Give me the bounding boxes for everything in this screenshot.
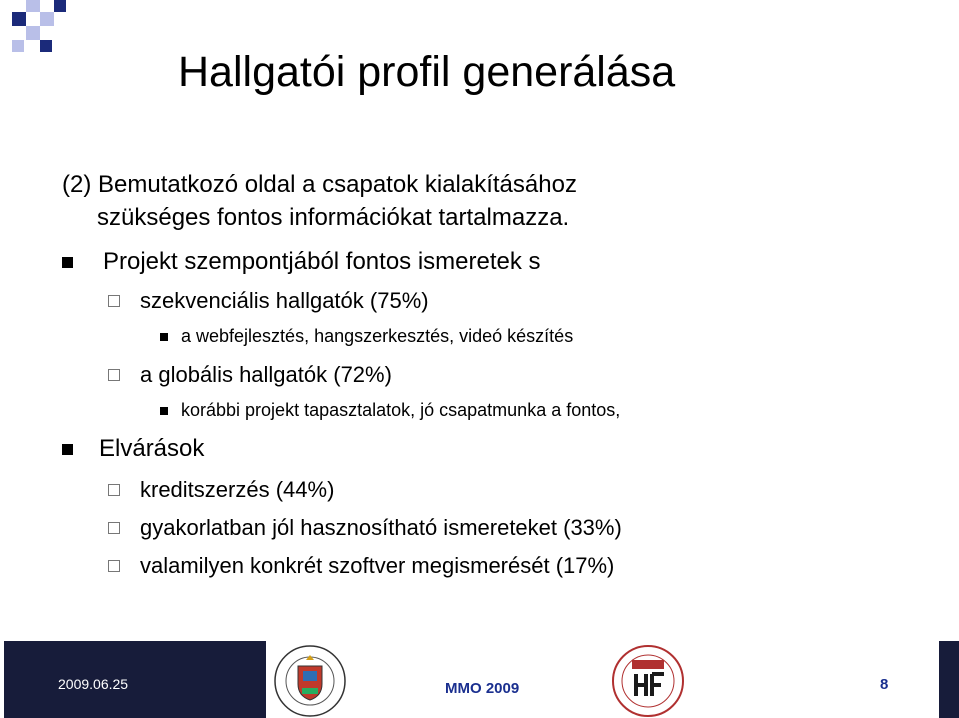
corner-square-decoration <box>40 40 52 52</box>
corner-square-decoration <box>54 0 66 12</box>
heller-farkas-seal-icon <box>610 644 686 718</box>
bullet-text: a webfejlesztés, hangszerkesztés, videó készítés <box>181 326 574 346</box>
bullet-text: szekvenciális hallgatók (75%) <box>140 288 429 313</box>
corner-square-decoration <box>12 12 26 26</box>
square-bullet-icon <box>160 333 168 341</box>
intro-line-1: (2) Bemutatkozó oldal a csapatok kialakításához <box>62 171 577 198</box>
intro-paragraph <box>62 168 577 234</box>
bullet-item <box>108 477 334 503</box>
corner-square-decoration <box>12 40 24 52</box>
corner-square-decoration <box>26 26 40 40</box>
footer-date: 2009.06.25 <box>58 676 129 692</box>
bullet-item <box>62 435 204 463</box>
square-bullet-icon <box>160 407 168 415</box>
hollow-square-bullet-icon <box>108 484 120 496</box>
university-seal-icon <box>272 644 348 718</box>
hollow-square-bullet-icon <box>108 522 120 534</box>
bullet-text: Elvárások <box>99 435 205 462</box>
square-bullet-icon <box>62 444 73 455</box>
bullet-item <box>62 248 541 276</box>
intro-line-2: szükséges fontos információkat tartalmazza. <box>97 204 570 231</box>
bullet-text: Projekt szempontjából fontos ismeretek s <box>103 248 541 275</box>
page-number: 8 <box>880 676 889 693</box>
bullet-text: gyakorlatban jól hasznosítható ismereteket (33%) <box>140 515 622 540</box>
bullet-item <box>160 326 573 347</box>
footer-conference-name: MMO 2009 <box>445 680 520 697</box>
hollow-square-bullet-icon <box>108 369 120 381</box>
bullet-item <box>108 553 614 579</box>
square-bullet-icon <box>62 257 73 268</box>
hollow-square-bullet-icon <box>108 560 120 572</box>
bullet-item <box>108 362 392 388</box>
corner-square-decoration <box>40 12 54 26</box>
bullet-item <box>108 515 622 541</box>
bullet-item <box>160 400 620 421</box>
bullet-text: korábbi projekt tapasztalatok, jó csapatmunka a fontos, <box>181 400 621 420</box>
corner-square-decoration <box>26 0 40 12</box>
hollow-square-bullet-icon <box>108 295 120 307</box>
bullet-item <box>108 288 429 314</box>
bullet-text: kreditszerzés (44%) <box>140 477 335 502</box>
footer-right-panel <box>698 641 939 718</box>
bullet-text: a globális hallgatók (72%) <box>140 362 392 387</box>
slide-title: Hallgatói profil generálása <box>178 48 676 96</box>
bullet-text: valamilyen konkrét szoftver megismerését (17%) <box>140 553 615 578</box>
